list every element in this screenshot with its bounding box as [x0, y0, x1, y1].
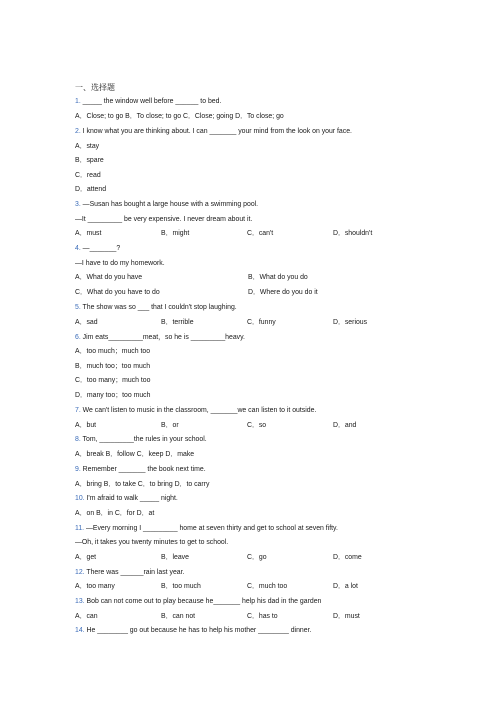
question-5-options — [75, 318, 476, 327]
question-10-options: A．on B．in C．for D．at — [75, 510, 155, 517]
question-7 — [75, 406, 476, 415]
question-6 — [75, 333, 476, 342]
question-number: 1. — [75, 98, 81, 105]
question-text: I'm afraid to walk _____ night. — [86, 495, 178, 502]
question-13-options — [75, 612, 476, 621]
question-number: 7. — [75, 407, 81, 414]
question-number: 14. — [75, 627, 85, 634]
option-a: A．get — [75, 554, 97, 561]
question-text: He ________ go out because he has to help his mother ________ dinner. — [86, 627, 312, 634]
option-d: D．shouldn't — [333, 230, 373, 237]
question-text: —Every morning I _________ home at seven thirty and get to school at seven fifty. — [86, 525, 338, 532]
question-text: I know what you are thinking about. I can _______ your mind from the look on your face. — [82, 128, 352, 135]
question-14 — [75, 626, 476, 635]
option-b: B．too much — [161, 583, 201, 590]
option-b: B．can not — [161, 613, 196, 620]
option-a: A．What do you have — [75, 274, 143, 281]
option-c: C．can't — [247, 230, 274, 237]
option-c: C．go — [247, 554, 267, 561]
question-1 — [75, 97, 476, 106]
question-1-options: A．Close; to go B．To close; to go C．Close; going D．To close; go — [75, 113, 284, 120]
question-4-options-row1 — [75, 273, 476, 282]
question-text: Remember _______ the book next time. — [82, 466, 206, 473]
option-d: D．come — [333, 554, 362, 561]
question-text: The show was so ___ that I couldn't stop laughing. — [82, 304, 237, 311]
question-3-options — [75, 229, 476, 238]
option-b: B．spare — [75, 157, 104, 164]
option-b: B．What do you do — [248, 274, 308, 281]
option-c: C．has to — [247, 613, 278, 620]
question-11 — [75, 524, 476, 533]
question-text: Bob can not come out to play because he_______ help his dad in the garden — [86, 598, 322, 605]
question-number: 11. — [75, 525, 85, 532]
question-11-options — [75, 553, 476, 562]
question-8-options: A．break B．follow C．keep D．make — [75, 451, 195, 458]
option-a: A．must — [75, 230, 102, 237]
option-d: D．Where do you do it — [248, 289, 318, 296]
question-9-options: A．bring B．to take C．to bring D．to carry — [75, 481, 210, 488]
question-text: We can't listen to music in the classroom, _______we can listen to it outside. — [82, 407, 317, 414]
question-4-options-row2 — [75, 288, 476, 297]
question-number: 2. — [75, 128, 81, 135]
question-10 — [75, 494, 476, 503]
question-11-reply: —Oh, it takes you twenty minutes to get to school. — [75, 539, 229, 546]
option-c: C．What do you have to do — [75, 289, 160, 296]
option-d: D．serious — [333, 319, 368, 326]
question-3 — [75, 200, 476, 209]
question-text: Tom, _________the rules in your school. — [82, 436, 207, 443]
option-a: A．too many — [75, 583, 115, 590]
option-d: D．and — [333, 422, 357, 429]
option-a: A．can — [75, 613, 98, 620]
question-2 — [75, 127, 476, 136]
question-4-reply: —I have to do my homework. — [75, 260, 165, 267]
question-number: 5. — [75, 304, 81, 311]
question-text: —_______? — [82, 245, 121, 252]
option-a: A．stay — [75, 143, 100, 150]
option-b: B．might — [161, 230, 190, 237]
question-9 — [75, 465, 476, 474]
question-number: 4. — [75, 245, 81, 252]
option-c: C．funny — [247, 319, 276, 326]
option-b: B．or — [161, 422, 179, 429]
option-c: C．much too — [247, 583, 288, 590]
question-number: 13. — [75, 598, 85, 605]
question-number: 9. — [75, 466, 81, 473]
option-c: C．too many；much too — [75, 377, 151, 384]
option-b: B．much too；too much — [75, 363, 151, 370]
option-d: D．attend — [75, 186, 107, 193]
question-text: There was ______rain last year. — [86, 569, 185, 576]
question-13 — [75, 597, 476, 606]
option-c: C．so — [247, 422, 267, 429]
option-b: B．leave — [161, 554, 189, 561]
question-12 — [75, 568, 476, 577]
question-number: 10. — [75, 495, 85, 502]
option-d: D．a lot — [333, 583, 358, 590]
option-a: A．but — [75, 422, 97, 429]
question-12-options — [75, 582, 476, 591]
option-c: C．read — [75, 172, 101, 179]
question-number: 12. — [75, 569, 85, 576]
option-b: B．terrible — [161, 319, 194, 326]
question-number: 8. — [75, 436, 81, 443]
option-d: D．many too；too much — [75, 392, 151, 399]
option-a: A．sad — [75, 319, 98, 326]
question-text: —Susan has bought a large house with a swimming pool. — [82, 201, 259, 208]
question-5 — [75, 303, 476, 312]
question-number: 3. — [75, 201, 81, 208]
question-7-options — [75, 421, 476, 430]
question-text: Jim eats_________meat，so he is _________heavy. — [82, 334, 245, 341]
option-d: D．must — [333, 613, 360, 620]
question-text: _____ the window well before ______ to bed. — [82, 98, 222, 105]
question-8 — [75, 435, 476, 444]
section-title: 一、选择题 — [75, 83, 115, 92]
option-a: A．too much；much too — [75, 348, 151, 355]
question-4 — [75, 244, 476, 253]
question-3-reply: —It _________ be very expensive. I never dream about it. — [75, 216, 253, 223]
question-number: 6. — [75, 334, 81, 341]
